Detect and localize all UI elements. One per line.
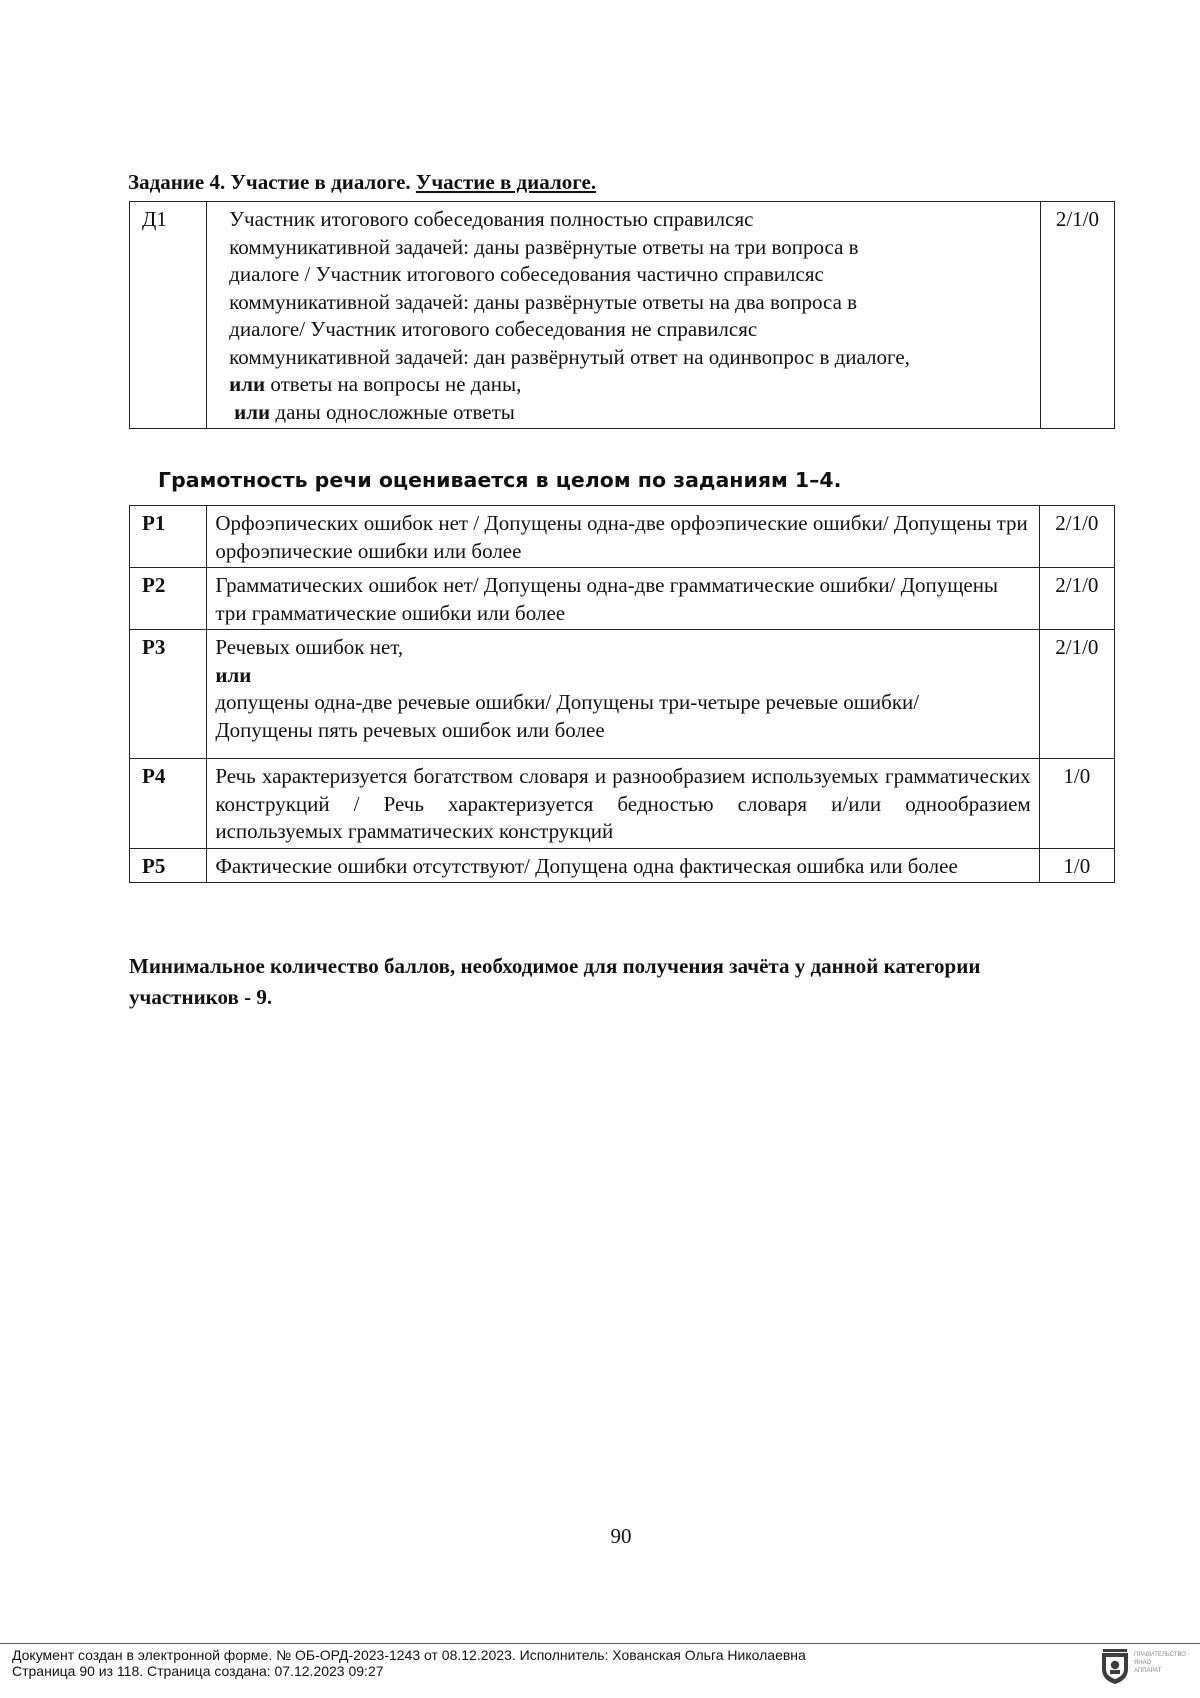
description-line: коммуникативной задачей: даны развёрнутые ответы на три вопроса в bbox=[229, 234, 859, 259]
criterion-description: Грамматических ошибок нет/ Допущены одна-две грамматические ошибки/ Допущены три грамматические ошибки или более bbox=[207, 568, 1039, 630]
description-line: диалоге / Участник итогового собеседования частично справилсяс bbox=[229, 262, 824, 286]
task4-heading bbox=[128, 170, 596, 195]
table-row bbox=[130, 759, 1115, 849]
description-line bbox=[215, 662, 1030, 690]
criterion-description: Фактические ошибки отсутствуют/ Допущена одна фактическая ошибка или более bbox=[207, 848, 1039, 883]
emblem-caption: ПРАВИТЕЛЬСТВО ЯНАО АППАРАТ bbox=[1134, 1652, 1186, 1674]
description-line: Участник итогового собеседования полностью справилсяс bbox=[229, 207, 754, 231]
table-row bbox=[130, 202, 1115, 429]
dialogue-criteria-table bbox=[129, 201, 1115, 429]
criterion-code: Р5 bbox=[130, 848, 207, 883]
speech-literacy-table bbox=[129, 505, 1115, 883]
criterion-code: Р3 bbox=[130, 630, 207, 759]
table-row bbox=[130, 848, 1115, 883]
footer-page-info: Страница 90 из 118. Страница создана: 07.12.2023 09:27 bbox=[12, 1663, 384, 1679]
description-line: Допущены пять речевых ошибок или более bbox=[215, 717, 605, 742]
table-row bbox=[130, 568, 1115, 630]
criterion-code: Р2 bbox=[130, 568, 207, 630]
speech-literacy-heading: Грамотность речи оценивается в целом по заданиям 1–4. bbox=[158, 468, 842, 492]
footer-divider bbox=[0, 1643, 1200, 1644]
criterion-code: Р1 bbox=[130, 506, 207, 568]
page-number: 90 bbox=[610, 1524, 632, 1548]
footer-document-info: Документ создан в электронной форме. № ОБ-ОРД-2023-1243 от 08.12.2023. Исполнитель: Хованская Ольга Николаевна bbox=[12, 1647, 806, 1663]
criterion-score: 2/1/0 bbox=[1039, 506, 1114, 568]
description-line: или даны односложные ответы bbox=[234, 399, 515, 424]
criterion-score: 2/1/0 bbox=[1039, 568, 1114, 630]
or-keyword: или bbox=[234, 399, 271, 424]
description-line: коммуникативной задачей: дан развёрнутый ответ на одинвопрос в диалоге, bbox=[229, 344, 910, 369]
table-row bbox=[130, 630, 1115, 759]
criterion-description: Речь характеризуется богатством словаря и разнообразием используемых грамматических конструкций / Речь характеризуется бедностью словаря и/или однообразием используемых грамматических конструкций bbox=[207, 759, 1039, 849]
regional-emblem-icon bbox=[1100, 1649, 1130, 1685]
task4-heading-prefix: Задание 4. Участие в диалоге. bbox=[128, 170, 411, 194]
description-line: диалоге/ Участник итогового собеседования не справилсяс bbox=[229, 317, 758, 341]
description-line: или ответы на вопросы не даны, bbox=[229, 372, 522, 396]
criterion-code: Р4 bbox=[130, 759, 207, 849]
criterion-description: Орфоэпических ошибок нет / Допущены одна-две орфоэпические ошибки/ Допущены три орфоэпические ошибки или более bbox=[207, 506, 1039, 568]
description-line: коммуникативной задачей: даны развёрнутые ответы на два вопроса в bbox=[229, 289, 858, 314]
criterion-score: 1/0 bbox=[1039, 759, 1114, 849]
task4-heading-underlined: Участие в диалоге. bbox=[415, 170, 597, 194]
criterion-score: 2/1/0 bbox=[1039, 630, 1114, 759]
criterion-description bbox=[207, 630, 1039, 759]
or-keyword: или bbox=[229, 372, 266, 396]
criterion-score: 2/1/0 bbox=[1040, 202, 1114, 429]
description-line: Речевых ошибок нет, bbox=[215, 635, 404, 659]
table-row bbox=[130, 506, 1115, 568]
document-footer bbox=[12, 1647, 806, 1679]
criterion-score: 1/0 bbox=[1039, 848, 1114, 883]
or-keyword: или bbox=[215, 662, 252, 687]
minimum-score-note: Минимальное количество баллов, необходимое для получения зачёта у данной категории участников - 9. bbox=[129, 954, 981, 1009]
criterion-code: Д1 bbox=[130, 202, 207, 429]
criterion-description bbox=[207, 202, 1041, 429]
description-line: допущены одна-две речевые ошибки/ Допущены три-четыре речевые ошибки/ bbox=[215, 690, 920, 714]
